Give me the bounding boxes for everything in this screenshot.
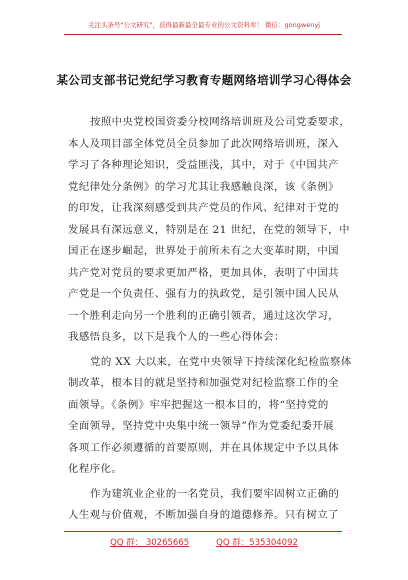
header-banner: 关注头条号"公文研究"，获得最新最全最专业的公文资料库！ 微信：gongwenyj [88, 21, 320, 29]
footer-divider [64, 531, 342, 532]
body-line: 按照中央党校国资委分校网络培训班及公司党委要求， [90, 116, 351, 128]
body-line: 本人及项目部全体党员全员参加了此次网络培训班，深入 [68, 137, 340, 150]
qq-group-2: QQ 群：535304092 [216, 538, 298, 548]
header-divider [64, 34, 342, 35]
body-line: 党的 XX 大以来，在党中央领导下持续深化纪检监察体 [90, 355, 352, 368]
body-line: 作为建筑业企业的一名党员，我们要牢固树立正确的 [90, 487, 340, 500]
qq-group-1: QQ 群： 30265665 [110, 538, 190, 548]
body-line: 全面领导，坚持党中央集中统一领导”作为党委纪委开展 [68, 420, 334, 432]
body-line: 发展具有深远意义，特别是在 21 世纪，在党的领导下，中 [68, 223, 350, 236]
body-line: 的印发，让我深刻感受到共产党员的作风、纪律对于党的 [68, 202, 340, 214]
body-line: 制改革，根本目的就是坚持和加强党对纪检监察工作的全 [68, 377, 340, 389]
body-line: 国正在逐步崛起，世界处于前所未有之大变革时期，中国 [68, 245, 340, 257]
document-title: 某公司支部书记党纪学习教育专题网络培训学习心得体会 [56, 73, 352, 87]
body-line: 共产党对党员的要求更加严格，更加具体，表明了中国共 [68, 266, 340, 279]
body-line: 各项工作必须遵循的首要原则，并在具体规定中予以具体 [68, 441, 340, 454]
body-line: 学习了各种理论知识，受益匪浅，其中，对于《中国共产 [68, 159, 340, 171]
body-line: 党纪律处分条例》的学习尤其让我感触良深，该《条例》 [68, 180, 340, 193]
body-line: 我感悟良多，以下是我个人的一些心得体会： [68, 331, 285, 343]
footer-contact [0, 536, 408, 548]
body-line: 一个胜利走向另一个胜利的正确引领者，通过这次学习， [68, 309, 340, 322]
document-body [68, 112, 352, 527]
body-line: 化程序化。 [68, 463, 123, 475]
body-line: 产党是一个负责任、强有力的执政党，是引领中国人民从 [68, 288, 340, 300]
body-line: 人生观与价值观，不断加强自身的道德修养。只有树立了 [68, 509, 340, 521]
body-line: 面领导。《条例》牢牢把握这一根本目的，将“坚持党的 [68, 398, 329, 411]
